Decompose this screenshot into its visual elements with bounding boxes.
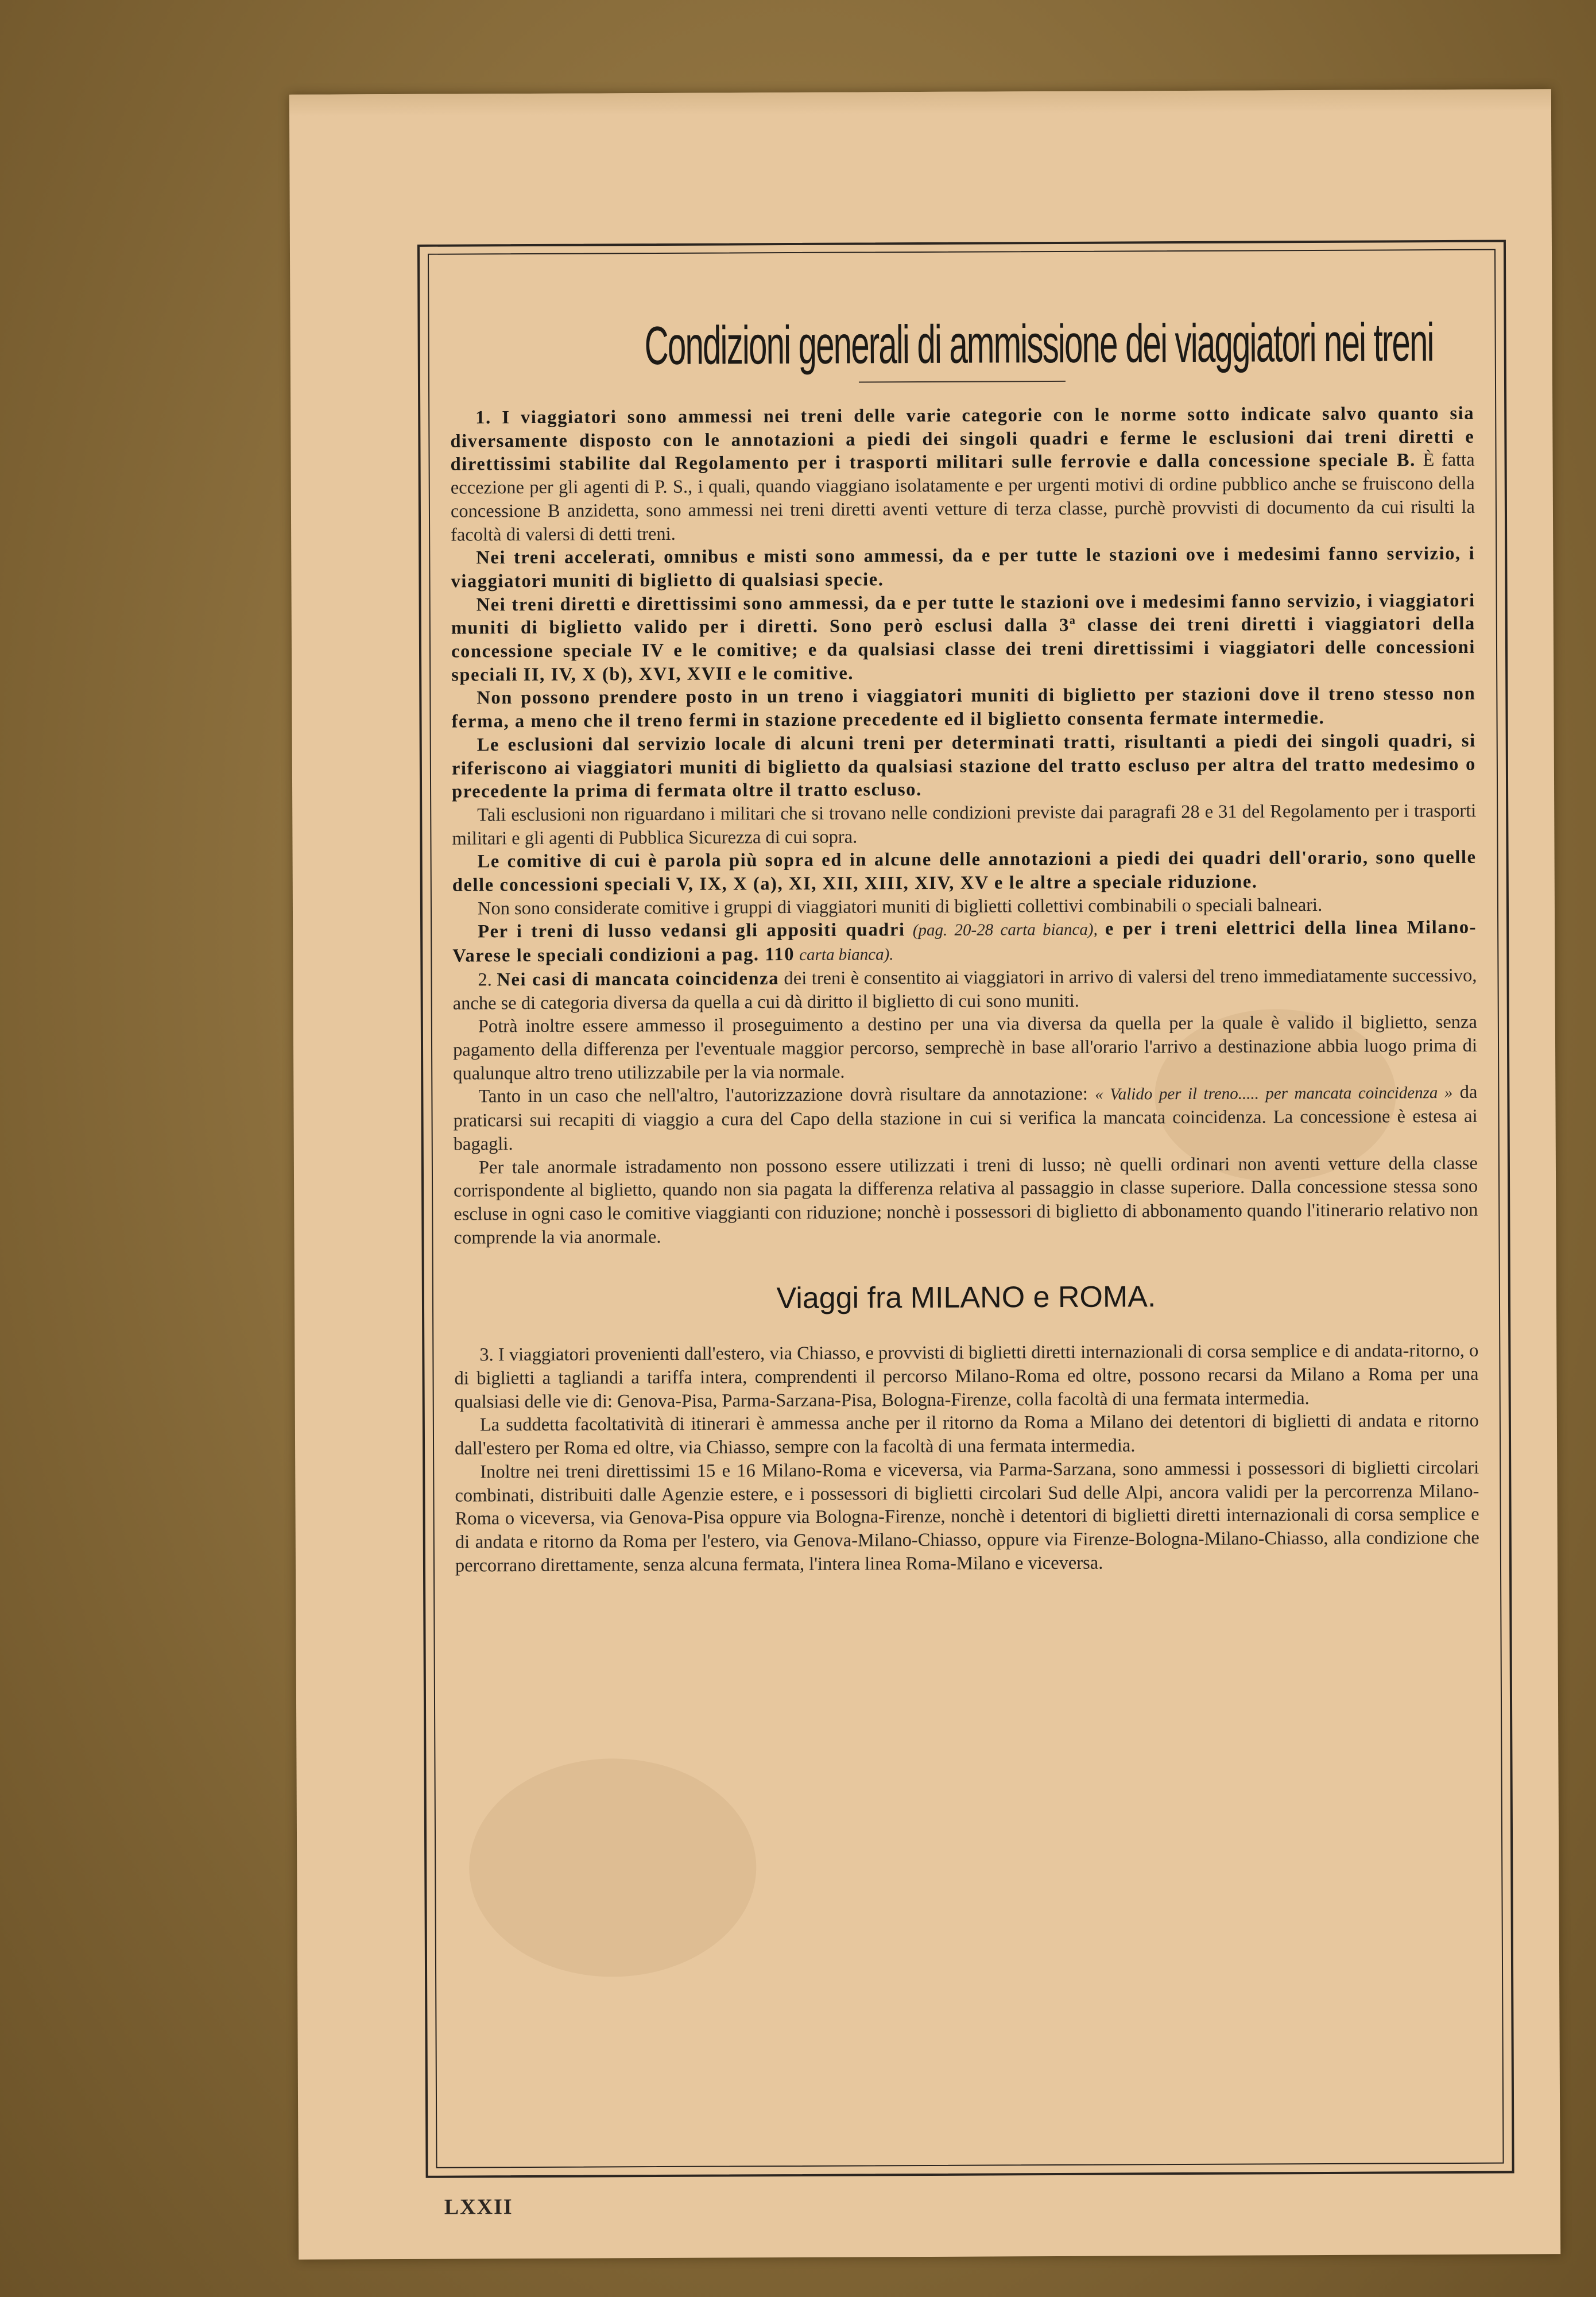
luxury-trains-page-ref: (pag. 20-28 carta bianca), xyxy=(912,921,1098,940)
paragraph-5: Le esclusioni dal servizio locale di alcuni treni per determinati tratti, risultanti a piedi dei singoli quadri, si riferiscono ai viaggiatori muniti di biglietto da qualsiasi stazione del tratto escluso per altra del tratto medesimo o precedente la prima di fermata oltre il tratto escluso. xyxy=(451,730,1476,802)
paragraph-15: La suddetta facoltatività di itinerari è ammessa anche per il ritorno da Roma a Milano dei detentori di biglietti di andata e ritorno dall'estero per Roma ed oltre, via Chiasso, sempre con la facoltà di una fermata intermedia. xyxy=(454,1410,1479,1459)
section-title-milano-roma: Viaggi fra MILANO e ROMA. xyxy=(776,1280,1156,1316)
paragraph-3: Nei treni diretti e direttissimi sono ammessi, da e per tutte le stazioni ove i medesimi fanno servizio, i viaggiatori muniti di biglietto valido per i diretti. Sono però esclusi dalla 3ª classe dei treni diretti i viaggiatori della concessione speciale IV e le comitive; e da qualsiasi classe dei treni direttissimi i viaggiatori delle concessioni speciali II, IV, X (b), XVI, XVII e le comitive. xyxy=(451,590,1476,686)
paragraph-12-c: da praticarsi sui recapiti di viaggio a cura del Capo della stazione in cui si verifica la mancata coincidenza. La concessione è estesa ai bagagli. xyxy=(453,1082,1478,1155)
document-page xyxy=(289,89,1560,2260)
page-title: Condizioni generali di ammissione dei viaggiatori nei treni xyxy=(644,312,1434,376)
paragraph-10 xyxy=(452,964,1477,1015)
electric-trains-page-ref: carta bianca). xyxy=(799,945,894,965)
paragraph-2: Nei treni accelerati, omnibus e misti sono ammessi, da e per tutte le stazioni ove i medesimi fanno servizio, i viaggiatori muniti di biglietto di qualsiasi specie. xyxy=(451,543,1475,592)
paragraph-16: Inoltre nei treni direttissimi 15 e 16 Milano-Roma e viceversa, via Parma-Sarzana, sono ammessi i possessori di biglietti circolari combinati, distribuiti dalle Agenzie estere, e i possessori di biglietti circolari Sud delle Alpi, ancora validi per la percorrenza Milano-Roma o viceversa, via Genova-Pisa oppure via Bologna-Firenze, nonchè i detentori di biglietti diretti internazionali di corsa semplice e di andata e ritorno da Roma per l'estero, via Genova-Milano-Chiasso, oppure via Firenze-Bologna-Milano-Chiasso, alla condizione che percorrano direttamente, senza alcuna fermata, l'intera linea Roma-Milano e viceversa. xyxy=(455,1457,1479,1576)
paragraph-8: Non sono considerate comitive i gruppi di viaggiatori muniti di biglietti collettivi combinabili o speciali balneari. xyxy=(477,894,1323,919)
paragraph-9 xyxy=(452,916,1477,968)
page-number: LXXII xyxy=(444,2195,513,2219)
paragraph-6: Tali esclusioni non riguardano i militari che si trovano nelle condizioni previste dai paragrafi 28 e 31 del Regolamento per i trasporti militari e gli agenti di Pubblica Sicurezza di cui sopra. xyxy=(452,800,1477,849)
paragraph-10-text: dei treni è consentito ai viaggiatori in arrivo di valersi del treno immediatamente successivo, anche se di categoria diversa da quella a cui dà diritto il biglietto di cui sono muniti. xyxy=(452,965,1477,1014)
conditions-text xyxy=(450,402,1478,1250)
milano-roma-text xyxy=(454,1339,1479,1577)
paragraph-4: Non possono prendere posto in un treno i viaggiatori muniti di biglietto per stazioni dove il treno stesso non ferma, a meno che il treno fermi in stazione precedente ed il biglietto consenta fermate intermedie. xyxy=(451,683,1476,732)
paragraph-12-a: Tanto in un caso che nell'altro, l'autorizzazione dovrà risultare da annotazione: xyxy=(478,1084,1088,1107)
paragraph-12 xyxy=(453,1081,1478,1156)
paragraph-1-plain: È fatta eccezione per gli agenti di P. S., i quali, quando viaggiano isolatamente e per urgenti motivi di ordine pubblico anche se fruiscono della concessione B anzidetta, sono ammessi nei treni diretti aventi vetture di terza classe, purchè provvisti di documento da cui risulti la facoltà di valersi di detti treni. xyxy=(450,450,1475,546)
paragraph-11: Potrà inoltre essere ammesso il proseguimento a destino per una via diversa da quella per la quale è valido il biglietto, senza pagamento della differenza per l'eventuale maggior percorso, semprechè in base all'orario l'arrivo a destinazione abbia luogo prima di qualunque altro treno utilizzabile per la via normale. xyxy=(452,1012,1478,1084)
paragraph-13: Per tale anormale istradamento non possono essere utilizzati i treni di lusso; nè quelli ordinari non aventi vetture della classe corrispondente al biglietto, quando non sia pagata la differenza relativa al passaggio in classe superiore. Dalla concessione stessa sono escluse in ogni caso le comitive viaggianti con riduzione; nonchè i possessori di biglietto di abbonamento quando l'itinerario relativo non comprende la via anormale. xyxy=(454,1153,1478,1248)
electric-trains-text: e per i treni elettrici della linea Milano-Varese le speciali condizioni a pag. 110 xyxy=(452,917,1477,966)
luxury-trains-text: Per i treni di lusso vedansi gli appositi quadri xyxy=(478,919,905,942)
paragraph-12-annotation: « Valido per il treno..... per mancata coincidenza » xyxy=(1095,1084,1453,1104)
paragraph-1 xyxy=(450,402,1475,547)
paragraph-14: 3. I viaggiatori provenienti dall'estero, via Chiasso, e provvisti di biglietti diretti internazionali di corsa semplice e di andata-ritorno, o di biglietti a tagliandi a tariffa intera, comprendenti il percorso Milano-Roma ed oltre, possono recarsi da Milano a Roma per una qualsiasi delle vie di: Genova-Pisa, Parma-Sarzana-Pisa, Bologna-Firenze, colla facoltà di una fermata intermedia. xyxy=(454,1340,1479,1413)
text-frame xyxy=(428,249,1504,2168)
title-rule xyxy=(859,381,1066,383)
paragraph-10-number: 2. xyxy=(478,969,492,991)
paragraph-7: Le comitive di cui è parola più sopra ed in alcune delle annotazioni a piedi dei quadri dell'orario, sono quelle delle concessioni speciali V, IX, X (a), XI, XII, XIII, XIV, XV e le altre a speciale riduzione. xyxy=(452,847,1477,896)
missed-connection-heading: Nei casi di mancata coincidenza xyxy=(497,968,780,991)
paragraph-1-bold: 1. I viaggiatori sono ammessi nei treni delle varie categorie con le norme sotto indicate salvo quanto sia diversamente disposto con le annotazioni a piedi dei singoli quadri e ferme le esclusioni dai treni diretti e direttissimi stabilite dal Regolamento per i trasporti militari sulle ferrovie e dalla concessione speciale B. xyxy=(450,403,1475,475)
